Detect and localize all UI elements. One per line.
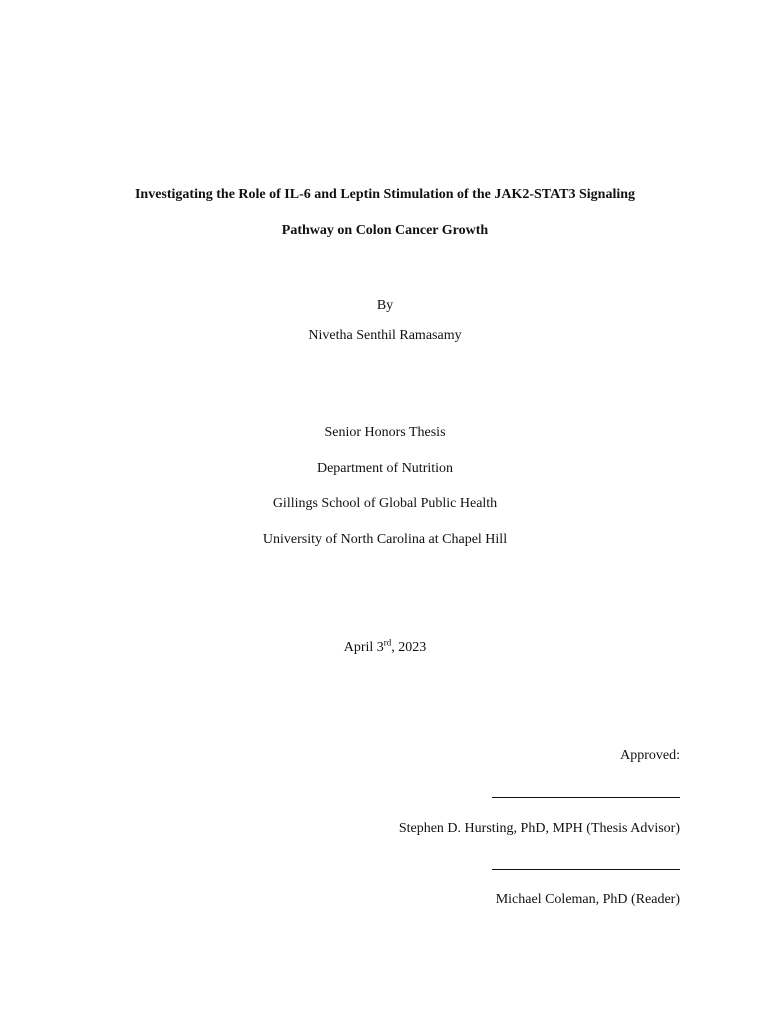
reader-signature-line	[492, 869, 680, 870]
author-name: Nivetha Senthil Ramasamy	[308, 328, 462, 343]
submission-date	[0, 639, 770, 657]
thesis-title-line-1: Investigating the Role of IL-6 and Leptin Stimulation of the JAK2-STAT3 Signaling	[134, 187, 636, 202]
reader-name: Michael Coleman, PhD (Reader)	[495, 892, 680, 907]
date-prefix: April 3	[343, 640, 384, 655]
approved-label: Approved:	[620, 748, 680, 763]
university: University of North Carolina at Chapel Hill	[262, 532, 508, 547]
date-ordinal-suffix: rd	[383, 637, 392, 648]
thesis-type: Senior Honors Thesis	[324, 425, 446, 440]
department: Department of Nutrition	[316, 461, 454, 476]
by-label: By	[376, 298, 394, 313]
advisor-signature-line	[492, 797, 680, 798]
thesis-title-line-2: Pathway on Colon Cancer Growth	[281, 223, 489, 238]
advisor-name: Stephen D. Hursting, PhD, MPH (Thesis Advisor)	[398, 821, 680, 836]
date-year: , 2023	[391, 640, 427, 655]
school: Gillings School of Global Public Health	[272, 496, 498, 511]
